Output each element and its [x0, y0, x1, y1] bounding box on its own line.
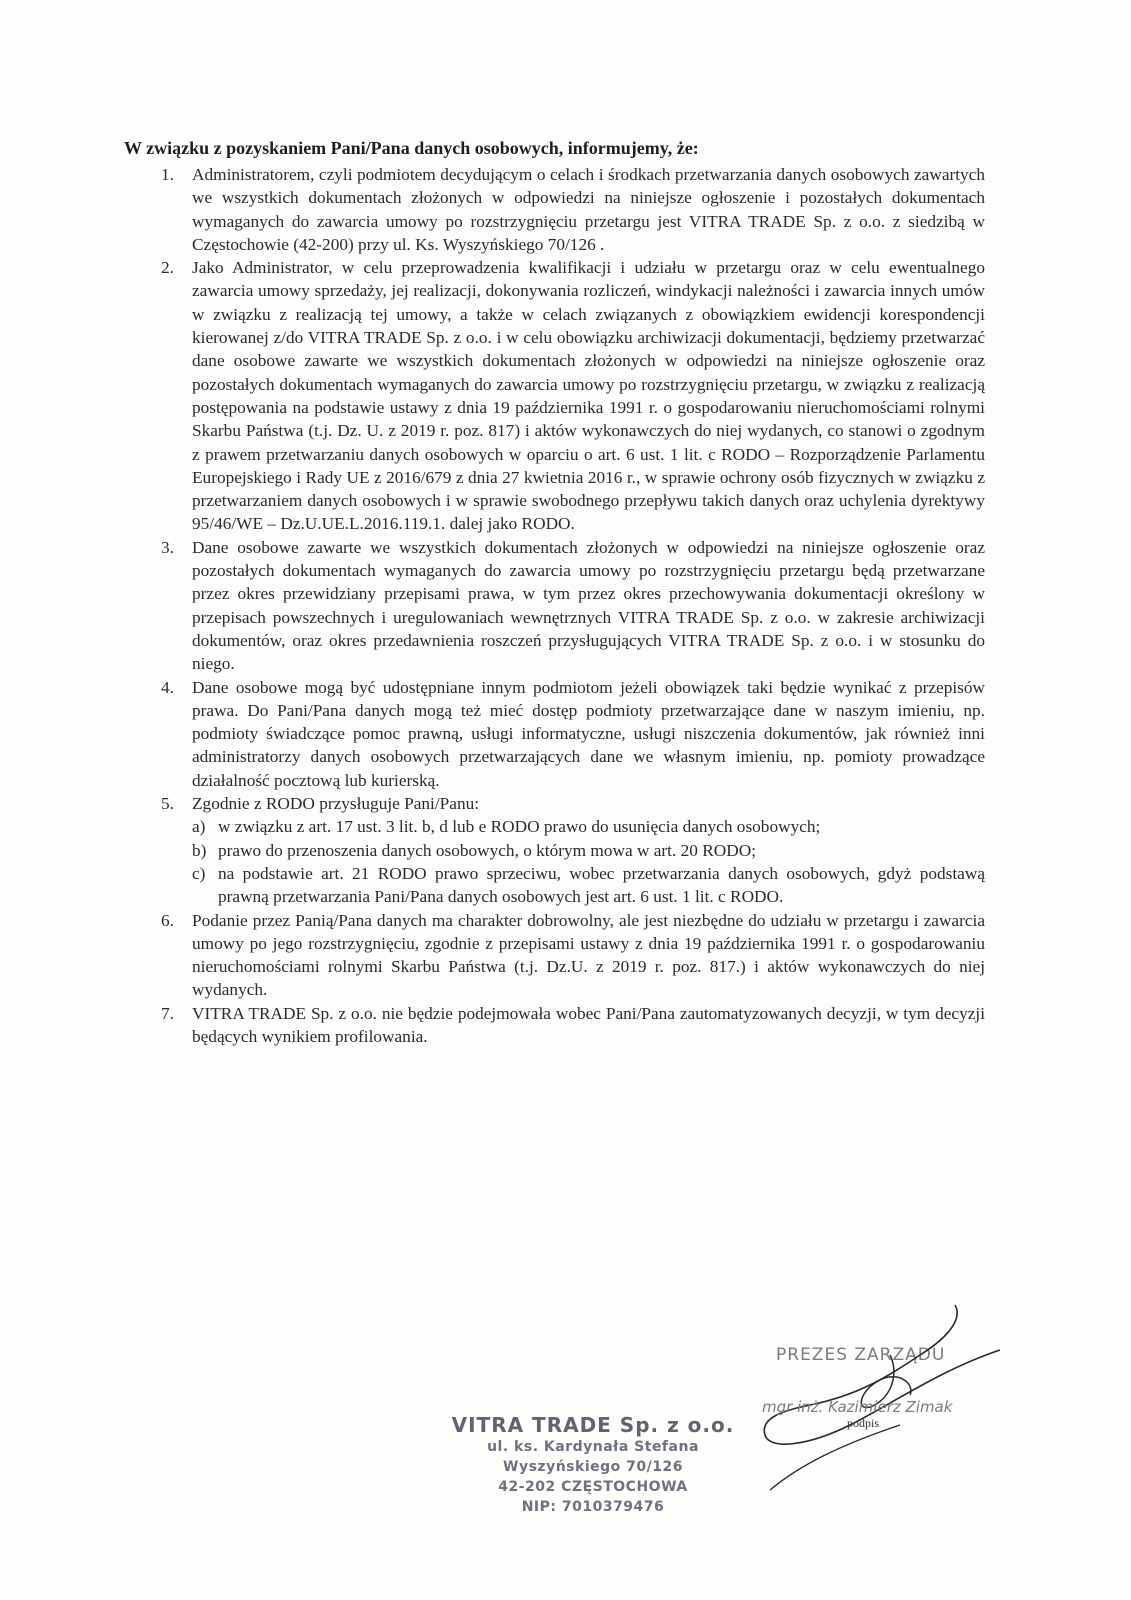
clause-number: 1.	[161, 165, 174, 184]
rights-list	[192, 815, 985, 908]
clause-number: 5.	[161, 794, 174, 814]
clause-number: 3.	[161, 537, 174, 557]
handwritten-signature-icon	[740, 1295, 1010, 1495]
clause-text: Dane osobowe mogą być udostępniane innym podmiotom jeżeli obowiązek taki będzie wynikać z przepisów prawa. Do Pani/Pana danych mogą też mieć dostęp podmioty przetwarzające dane w naszym imieniu, np. podmioty świadczące pomoc prawną, usługi informatyczne, usługi niszczenia dokumentów, jak również inni administratorzy danych osobowych przetwarzających dane we własnym imieniu, np. pomioty prowadzące działalność pocztową lub kurierską.	[192, 677, 985, 790]
clause-number: 4.	[161, 677, 174, 697]
rights-item	[192, 815, 985, 838]
rights-text: prawo do przenoszenia danych osobowych, o którym mowa w art. 20 RODO;	[218, 840, 756, 860]
clause-text: Zgodnie z RODO przysługuje Pani/Panu:	[192, 794, 480, 814]
clause-number: 7.	[161, 1003, 174, 1023]
rights-letter: c)	[192, 863, 206, 883]
rights-letter: b)	[192, 840, 207, 860]
clause-item	[150, 676, 985, 792]
clause-item	[150, 792, 985, 908]
stamp-nip: NIP: 7010379476	[521, 1499, 665, 1515]
clause-text: Podanie przez Panią/Pana danych ma charakter dobrowolny, ale jest niezbędne do udziału w przetargu i zawarcia umowy po jego rozstrzygnięciu, zgodnie z przepisami ustawy z dnia 19 października 1991 r. o gospodarowaniu nieruchomościami rolnymi Skarbu Państwa (t.j. Dz.U. z 2019 r. poz. 817.) i aktów wykonawczych do niej wydanych.	[192, 910, 985, 1000]
rights-letter: a)	[192, 817, 206, 837]
clause-text: Jako Administrator, w celu przeprowadzenia kwalifikacji i udziału w przetargu oraz w celu ewentualnego zawarcia umowy sprzedaży, jej realizacji, dokonywania rozliczeń, windykacji należności i zawarcia innych umów w związku z realizacją tej umowy, a także w celach związanych z obowiązkiem ewidencji korespondencji kierowanej z/do VITRA TRADE Sp. z o.o. i w celu obowiązku archiwizacji dokumentacji, będziemy przetwarzać dane osobowe zawarte we wszystkich dokumentach złożonych w odpowiedzi na niniejsze ogłoszenie oraz pozostałych dokumentach wymaganych do zawarcia umowy po rozstrzygnięciu przetargu, w związku z realizacją postępowania na podstawie ustawy z dnia 19 października 1991 r. o gospodarowaniu nieruchomościami rolnymi Skarbu Państwa (t.j. Dz. U. z 2019 r. poz. 817) i aktów wykonawczych do niej wydanych, co stanowi o zgodnym z prawem przetwarzaniu danych osobowych w oparciu o art. 6 ust. 1 lit. c RODO – Rozporządzenie Parlamentu Europejskiego i Rady UE z 2016/679 z dnia 27 kwietnia 2016 r., w sprawie ochrony osób fizycznych w związku z przetwarzaniem danych osobowych i w sprawie swobodnego przepływu takich danych oraz uchylenia dyrektywy 95/46/WE – Dz.U.UE.L.2016.119.1. dalej jako RODO.	[192, 258, 985, 534]
clause-item	[150, 909, 985, 1002]
clause-text: Dane osobowe zawarte we wszystkich dokumentach złożonych w odpowiedzi na niniejsze ogłoszenie oraz pozostałych dokumentach wymaganych do zawarcia umowy po rozstrzygnięciu przetargu będą przetwarzane przez okres przewidziany przepisami prawa, w tym przez okres przechowywania dokumentacji określony w przepisach powszechnych i uregulowaniach wewnętrznych VITRA TRADE Sp. z o.o. w zakresie archiwizacji dokumentów, oraz okres przedawnienia roszczeń przysługujących VITRA TRADE Sp. z o.o. i w stosunku do niego.	[192, 537, 985, 674]
clause-item	[150, 163, 985, 256]
rights-item	[192, 862, 985, 909]
rights-text: na podstawie art. 21 RODO prawo sprzeciwu, wobec przetwarzania danych osobowych, gdyż podstawą prawną przetwarzania Pani/Pana danych osobowych jest art. 6 ust. 1 lit. c RODO.	[218, 863, 985, 907]
clause-text: VITRA TRADE Sp. z o.o. nie będzie podejmowała wobec Pani/Pana zautomatyzowanych decyzji, w tym decyzji będących wynikiem profilowania.	[192, 1003, 985, 1046]
rights-text: w związku z art. 17 ust. 3 lit. b, d lub e RODO prawo do usunięcia danych osobowych;	[218, 817, 821, 837]
clause-number: 6.	[161, 910, 174, 930]
rights-item	[192, 839, 985, 862]
clause-list	[150, 163, 985, 1048]
stamp-company: VITRA TRADE Sp. z o.o.	[451, 1413, 735, 1437]
seal-title: PREZES ZARZĄDU	[776, 1345, 946, 1365]
clause-text: Administratorem, czyli podmiotem decydującym o celach i środkach przetwarzania danych osobowych zawartych we wszystkich dokumentach złożonych w odpowiedzi na niniejsze ogłoszenie i pozostałych dokumentach wymaganych do zawarcia umowy po rozstrzygnięciu przetargu jest VITRA TRADE Sp. z o.o. z siedzibą w Częstochowie (42-200) przy ul. Ks. Wyszyńskiego 70/126 .	[192, 165, 985, 254]
clause-item	[150, 1002, 985, 1049]
stamp-address: ul. ks. Kardynała Stefana Wyszyńskiego 70/126	[487, 1439, 699, 1475]
stamp-city: 42-202 CZĘSTOCHOWA	[498, 1479, 688, 1495]
signatory-name: mgr inż. Kazimierz Zimak	[762, 1398, 953, 1416]
document-heading: W związku z pozyskaniem Pani/Pana danych osobowych, informujemy, że:	[124, 138, 699, 158]
clause-item	[150, 256, 985, 536]
clause-item	[150, 536, 985, 676]
signature-label: podpis	[847, 1416, 880, 1430]
clause-number: 2.	[161, 258, 174, 278]
company-stamp	[448, 1413, 738, 1517]
